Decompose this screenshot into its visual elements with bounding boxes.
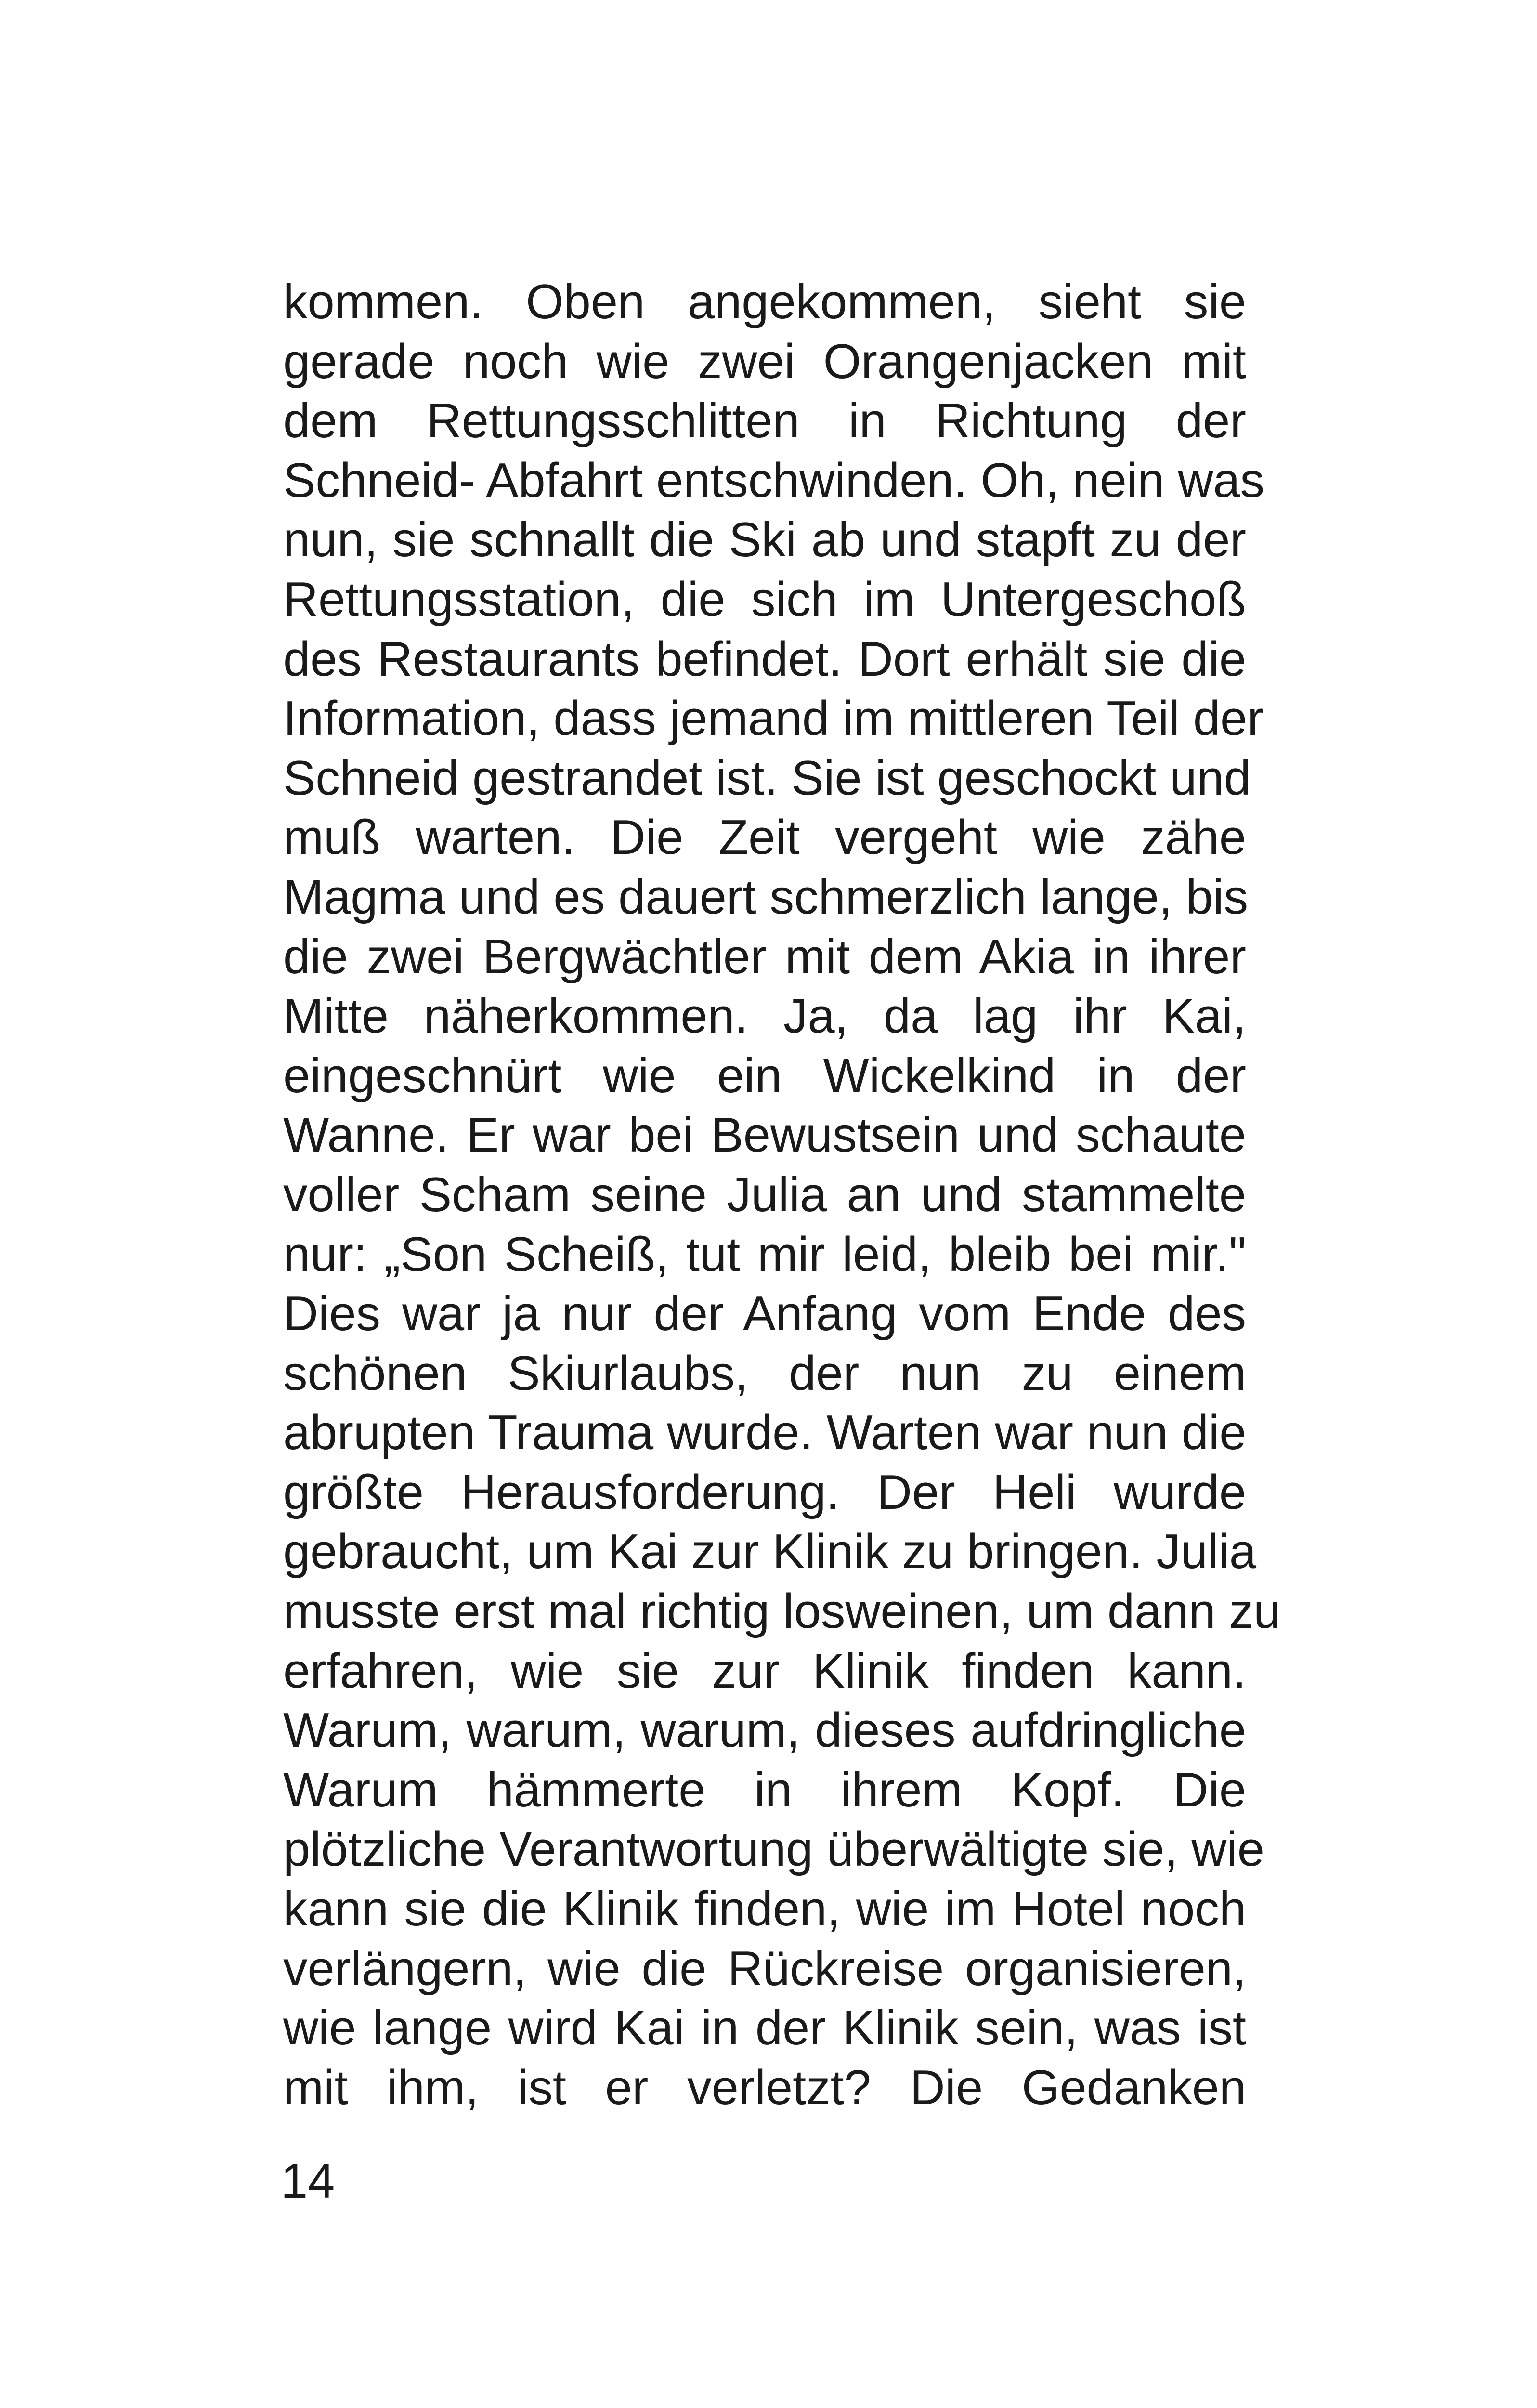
text-line: mit ihm, ist er verletzt? Die Gedanken bbox=[283, 2060, 1246, 2115]
text-line: musste erst mal richtig losweinen, um dann zu bbox=[283, 1584, 1281, 1639]
text-line: dem Rettungsschlitten in Richtung der bbox=[283, 394, 1246, 448]
text-line: Mitte näherkommen. Ja, da lag ihr Kai, bbox=[283, 989, 1246, 1044]
text-line: Wanne. Er war bei Bewustsein und schaute bbox=[283, 1108, 1246, 1163]
text-line: wie lange wird Kai in der Klinik sein, was ist bbox=[283, 2001, 1246, 2055]
text-line: Magma und es dauert schmerzlich lange, bis bbox=[283, 870, 1249, 924]
text-line: nur: „Son Scheiß, tut mir leid, bleib bei mir." bbox=[283, 1227, 1246, 1282]
text-line: verlängern, wie die Rückreise organisieren, bbox=[283, 1941, 1246, 1996]
page-number: 14 bbox=[281, 2154, 335, 2208]
text-line: kann sie die Klinik finden, wie im Hotel noch bbox=[283, 1882, 1246, 1937]
text-line: nun, sie schnallt die Ski ab und stapft zu der bbox=[283, 513, 1246, 567]
text-line: des Restaurants befindet. Dort erhält sie die bbox=[283, 632, 1246, 686]
text-line: schönen Skiurlaubs, der nun zu einem bbox=[283, 1346, 1246, 1400]
text-line: eingeschnürt wie ein Wickelkind in der bbox=[283, 1048, 1246, 1103]
text-line: Dies war ja nur der Anfang vom Ende des bbox=[283, 1287, 1246, 1341]
text-line: Information, dass jemand im mittleren Teil der bbox=[283, 692, 1263, 746]
text-line: gerade noch wie zwei Orangenjacken mit bbox=[283, 334, 1246, 389]
text-line: muß warten. Die Zeit vergeht wie zähe bbox=[283, 811, 1246, 865]
text-line: gebraucht, um Kai zur Klinik zu bringen. Julia bbox=[283, 1525, 1257, 1579]
text-line: Warum, warum, warum, dieses aufdringliche bbox=[283, 1703, 1246, 1758]
text-line: Rettungsstation, die sich im Untergeschoß bbox=[283, 572, 1246, 627]
text-line: Schneid gestrandet ist. Sie ist geschockt und bbox=[283, 751, 1251, 805]
text-line: die zwei Bergwächtler mit dem Akia in ihrer bbox=[283, 929, 1246, 984]
text-line: Warum hämmerte in ihrem Kopf. Die bbox=[283, 1763, 1246, 1817]
text-line: erfahren, wie sie zur Klinik finden kann. bbox=[283, 1644, 1246, 1698]
text-line: größte Herausforderung. Der Heli wurde bbox=[283, 1465, 1246, 1519]
text-line: kommen. Oben angekommen, sieht sie bbox=[283, 275, 1246, 329]
text-line: abrupten Trauma wurde. Warten war nun die bbox=[283, 1406, 1247, 1460]
text-line: voller Scham seine Julia an und stammelte bbox=[283, 1167, 1246, 1222]
text-line: Schneid- Abfahrt entschwinden. Oh, nein was bbox=[283, 453, 1265, 508]
body-text bbox=[283, 273, 1281, 2118]
text-line: plötzliche Verantwortung überwältigte sie, wie bbox=[283, 1822, 1264, 1877]
